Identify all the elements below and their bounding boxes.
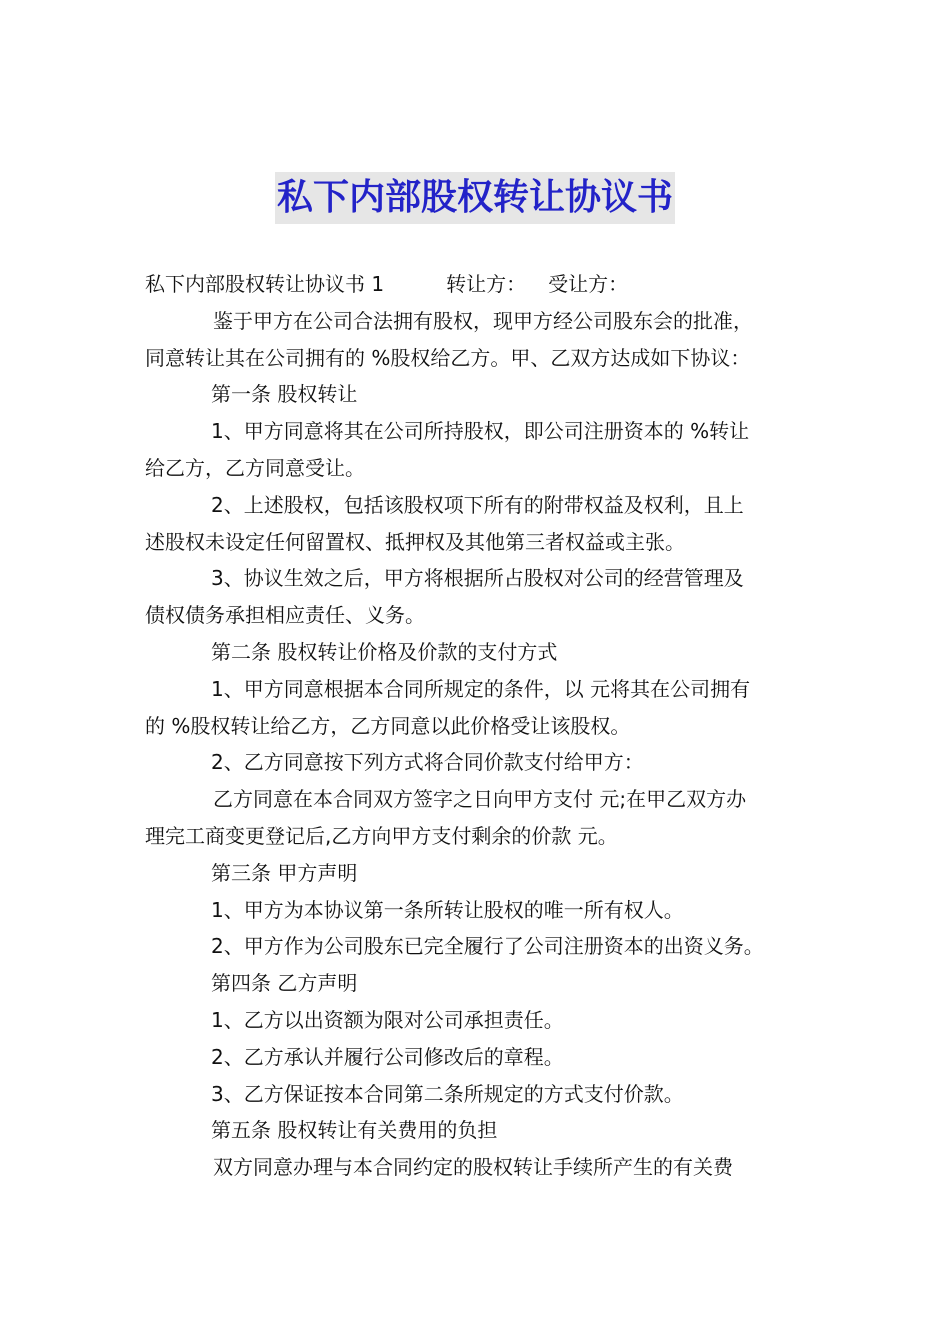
- paragraph-line: 债权债务承担相应责任、义务。: [145, 603, 425, 628]
- paragraph-line: 鉴于甲方在公司合法拥有股权，现甲方经公司股东会的批准，: [213, 308, 753, 333]
- paragraph-line: 2、乙方承认并履行公司修改后的章程。: [211, 1044, 564, 1069]
- paragraph-line: 1、甲方同意根据本合同所规定的条件，以 元将其在公司拥有: [211, 676, 751, 701]
- article-heading: 第四条 乙方声明: [211, 971, 358, 996]
- paragraph-line: 理完工商变更登记后,乙方向甲方支付剩余的价款 元。: [145, 823, 618, 848]
- paragraph-line: 1、甲方同意将其在公司所持股权，即公司注册资本的 %转让: [211, 419, 750, 444]
- document-title: 私下内部股权转让协议书: [275, 172, 675, 224]
- paragraph-line: 述股权未设定任何留置权、抵押权及其他第三者权益或主张。: [145, 529, 685, 554]
- doc-name: 私下内部股权转让协议书 1: [145, 272, 385, 296]
- paragraph-line: 同意转让其在公司拥有的 %股权给乙方。甲、乙双方达成如下协议：: [145, 345, 751, 370]
- article-heading: 第二条 股权转让价格及价款的支付方式: [211, 639, 558, 664]
- paragraph-line: 给乙方，乙方同意受让。: [145, 455, 365, 480]
- title-block: [0, 172, 950, 224]
- paragraph-line: 1、甲方为本协议第一条所转让股权的唯一所有权人。: [211, 897, 684, 922]
- paragraph-line: 乙方同意在本合同双方签字之日向甲方支付 元;在甲乙双方办: [213, 787, 747, 812]
- article-heading: 第三条 甲方声明: [211, 860, 358, 885]
- paragraph-line: 2、甲方作为公司股东已完全履行了公司注册资本的出资义务。: [211, 934, 764, 959]
- paragraph-line: 3、乙方保证按本合同第二条所规定的方式支付价款。: [211, 1081, 684, 1106]
- article-heading: 第一条 股权转让: [211, 382, 358, 407]
- transferee-label: 受让方：: [548, 272, 629, 296]
- paragraph-line: 2、乙方同意按下列方式将合同价款支付给甲方：: [211, 750, 644, 775]
- paragraph-line: 3、协议生效之后，甲方将根据所占股权对公司的经营管理及: [211, 566, 744, 591]
- paragraph-line: 的 %股权转让给乙方，乙方同意以此价格受让该股权。: [145, 713, 631, 738]
- paragraph-line: 双方同意办理与本合同约定的股权转让手续所产生的有关费: [213, 1155, 733, 1180]
- header-line: [145, 266, 815, 303]
- article-heading: 第五条 股权转让有关费用的负担: [211, 1118, 498, 1143]
- document-body: [145, 266, 815, 1186]
- paragraph-line: 1、乙方以出资额为限对公司承担责任。: [211, 1007, 564, 1032]
- transferor-label: 转让方：: [446, 272, 527, 296]
- paragraph-line: 2、上述股权，包括该股权项下所有的附带权益及权利，且上: [211, 492, 744, 517]
